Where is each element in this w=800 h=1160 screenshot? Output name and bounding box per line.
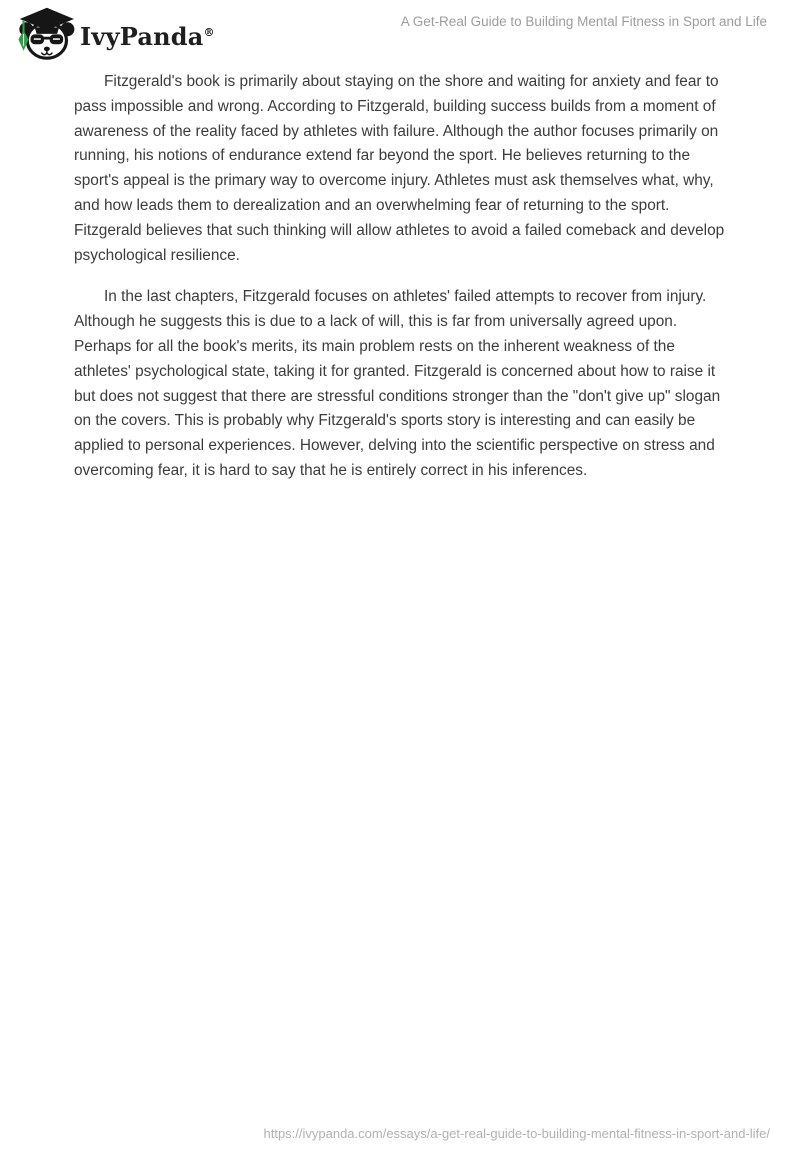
essay-content	[74, 70, 729, 501]
essay-paragraph-2: In the last chapters, Fitzgerald focuses on athletes' failed attempts to recover from injury. Although he suggests this is due to a lack of will, this is far from universally agreed upon. Perhaps for all the book's merits, its main problem rests on the inherent weakness of the athletes' psychological state, taking it for granted. Fitzgerald is concerned about how to raise it but does not suggest that there are stressful conditions stronger than the "don't give up" slogan on the covers. This is probably why Fitzgerald's sports story is interesting and can easily be applied to personal experiences. However, delving into the scientific perspective on stress and overcoming fear, it is hard to say that he is entirely correct in his inferences.	[74, 288, 721, 479]
brand-name-text: IvyPanda	[80, 22, 204, 51]
source-url[interactable]: https://ivypanda.com/essays/a-get-real-guide-to-building-mental-fitness-in-sport-and-life/	[263, 1126, 770, 1141]
registered-trademark: ®	[203, 26, 215, 39]
essay-paragraph-1: Fitzgerald's book is primarily about staying on the shore and waiting for anxiety and fear to pass impossible and wrong. According to Fitzgerald, building success builds from a moment of awareness of the reality faced by athletes with failure. Although the author focuses primarily on running, his notions of endurance extend far beyond the sport. He believes returning to the sport's appeal is the primary way to overcome injury. Athletes must ask themselves what, why, and how leads them to derealization and an overwhelming fear of returning to the sport. Fitzgerald believes that such thinking will allow athletes to avoid a failed comeback and develop psychological resilience.	[74, 73, 725, 264]
document-title: A Get-Real Guide to Building Mental Fitness in Sport and Life	[400, 14, 767, 29]
panda-graduation-cap-icon	[14, 5, 76, 61]
brand-name	[80, 17, 215, 49]
footer	[263, 1126, 770, 1141]
brand-logo[interactable]	[14, 5, 215, 61]
